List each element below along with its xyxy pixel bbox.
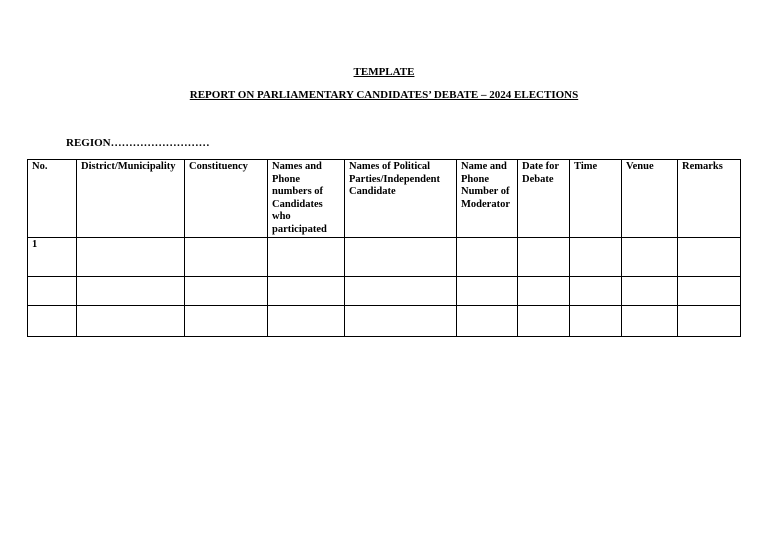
- header-no: No.: [28, 160, 77, 238]
- header-remarks: Remarks: [678, 160, 741, 238]
- table-cell[interactable]: [518, 237, 570, 276]
- document-title: TEMPLATE: [353, 66, 415, 78]
- table-cell[interactable]: [570, 276, 622, 305]
- table-cell[interactable]: [622, 276, 678, 305]
- table-cell[interactable]: [622, 237, 678, 276]
- header-venue: Venue: [622, 160, 678, 238]
- table-cell[interactable]: [77, 237, 185, 276]
- table-cell[interactable]: [678, 237, 741, 276]
- header-moderator: Name and Phone Number of Moderator: [457, 160, 518, 238]
- table-row: [28, 237, 741, 276]
- table-cell[interactable]: [518, 276, 570, 305]
- table-cell[interactable]: 1: [28, 237, 77, 276]
- table-cell[interactable]: [28, 276, 77, 305]
- table-cell[interactable]: [457, 276, 518, 305]
- header-time: Time: [570, 160, 622, 238]
- table-cell[interactable]: [457, 237, 518, 276]
- header-political-parties: Names of Political Parties/Independent Candidate: [345, 160, 457, 238]
- table-header-row: [28, 160, 741, 238]
- table-cell[interactable]: [185, 276, 268, 305]
- table-cell[interactable]: [570, 237, 622, 276]
- header-district-municipality: District/Municipality: [77, 160, 185, 238]
- table-cell[interactable]: [457, 305, 518, 336]
- table-cell[interactable]: [345, 276, 457, 305]
- table-cell[interactable]: [345, 237, 457, 276]
- table-cell[interactable]: [77, 305, 185, 336]
- table-cell[interactable]: [518, 305, 570, 336]
- table-cell[interactable]: [678, 305, 741, 336]
- table-cell[interactable]: [28, 305, 77, 336]
- report-table: [27, 159, 741, 337]
- table-cell[interactable]: [678, 276, 741, 305]
- table-cell[interactable]: [185, 305, 268, 336]
- table-cell[interactable]: [185, 237, 268, 276]
- header-constituency: Constituency: [185, 160, 268, 238]
- table-cell[interactable]: [570, 305, 622, 336]
- table-cell[interactable]: [622, 305, 678, 336]
- table-cell[interactable]: [268, 276, 345, 305]
- header-date: Date for Debate: [518, 160, 570, 238]
- header-candidates: Names and Phone numbers of Candidates who participated: [268, 160, 345, 238]
- table-row: [28, 276, 741, 305]
- table-cell[interactable]: [77, 276, 185, 305]
- table-row: [28, 305, 741, 336]
- table-cell[interactable]: [345, 305, 457, 336]
- region-label: REGION………………………: [66, 137, 210, 149]
- table-cell[interactable]: [268, 237, 345, 276]
- document-subtitle: REPORT ON PARLIAMENTARY CANDIDATES’ DEBATE – 2024 ELECTIONS: [189, 89, 579, 101]
- table-cell[interactable]: [268, 305, 345, 336]
